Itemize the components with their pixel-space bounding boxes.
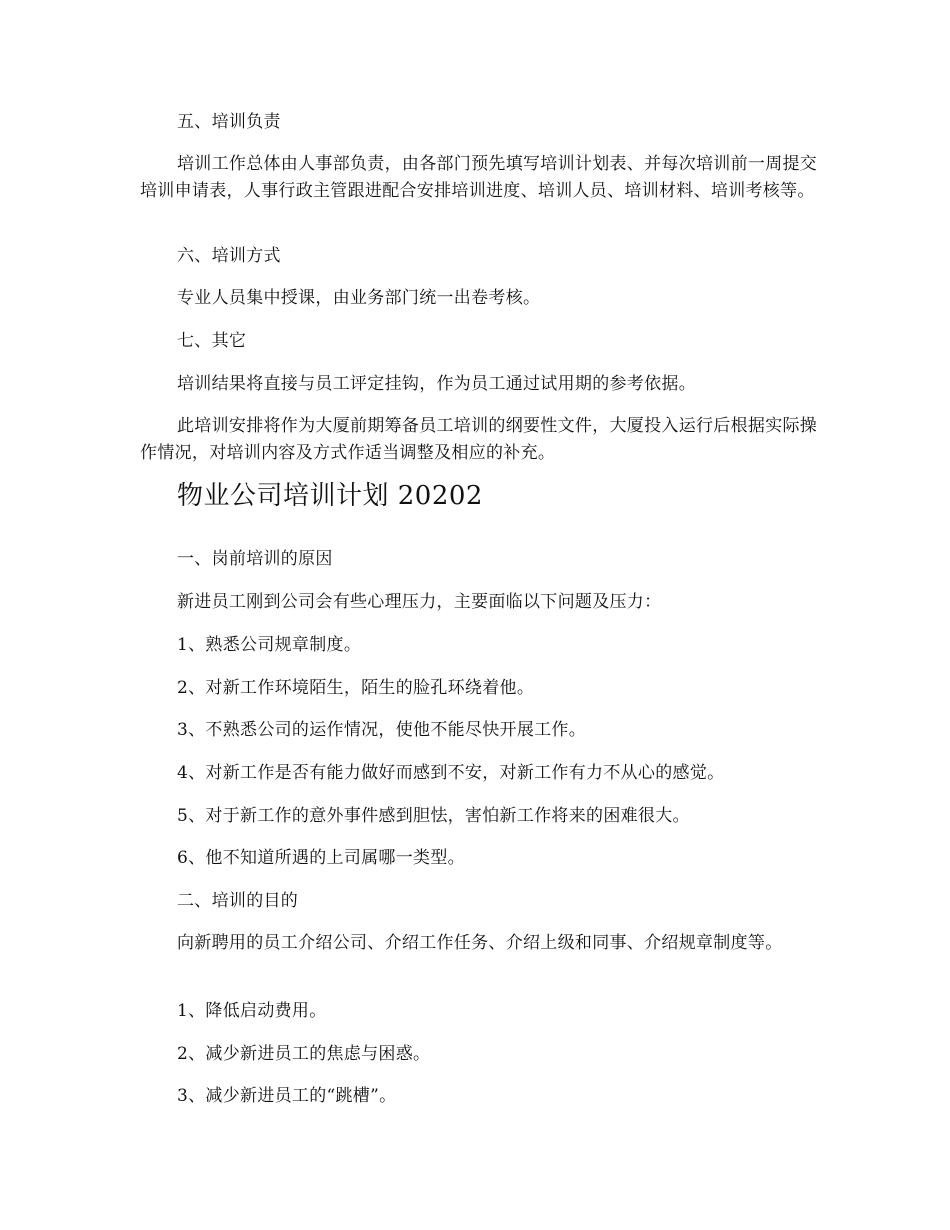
section-body: 此培训安排将作为大厦前期筹备员工培训的纲要性文件，大厦投入运行后根据实际操作情况，对培训内容及方式作适当调整及相应的补充。 xyxy=(140,416,818,463)
section-heading: 五、培训负责 xyxy=(177,112,281,132)
list-item: 1、熟悉公司规章制度。 xyxy=(177,635,362,655)
section-body: 专业人员集中授课，由业务部门统一出卷考核。 xyxy=(177,288,541,308)
list-item: 2、对新工作环境陌生，陌生的脸孔环绕着他。 xyxy=(177,678,535,698)
list-item: 6、他不知道所遇的上司属哪一类型。 xyxy=(177,848,465,868)
list-item: 3、不熟悉公司的运作情况，使他不能尽快开展工作。 xyxy=(177,720,587,740)
list-item: 3、减少新进员工的“跳槽”。 xyxy=(177,1086,397,1106)
section-heading: 七、其它 xyxy=(177,331,247,351)
list-item: 1、降低启动费用。 xyxy=(177,1001,327,1021)
section-heading: 一、岗前培训的原因 xyxy=(177,549,333,569)
section-heading: 二、培训的目的 xyxy=(177,891,299,911)
section-body: 培训工作总体由人事部负责，由各部门预先填写培训计划表、并每次培训前一周提交培训申请表，人事行政主管跟进配合安排培训进度、培训人员、培训材料、培训考核等。 xyxy=(140,154,818,201)
document-title: 物业公司培训计划 20202 xyxy=(177,481,483,511)
section-body: 新进员工刚到公司会有些心理压力，主要面临以下问题及压力： xyxy=(177,592,662,612)
section-heading: 六、培训方式 xyxy=(177,246,281,266)
list-item: 2、减少新进员工的焦虑与困惑。 xyxy=(177,1044,431,1064)
list-item: 5、对于新工作的意外事件感到胆怯，害怕新工作将来的困难很大。 xyxy=(177,806,690,826)
list-item: 4、对新工作是否有能力做好而感到不安，对新工作有力不从心的感觉。 xyxy=(177,763,725,783)
section-body: 向新聘用的员工介绍公司、介绍工作任务、介绍上级和同事、介绍规章制度等。 xyxy=(177,933,783,953)
section-body: 培训结果将直接与员工评定挂钩，作为员工通过试用期的参考依据。 xyxy=(177,374,696,394)
